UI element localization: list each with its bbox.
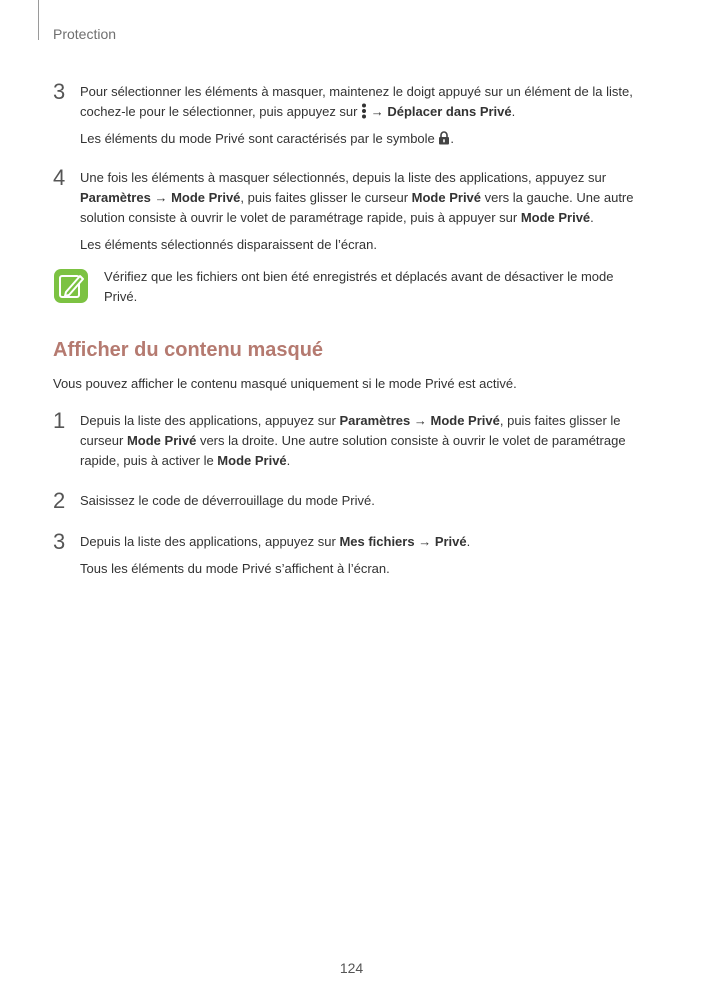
page-header: Protection [53, 26, 117, 42]
section-intro: Vous pouvez afficher le contenu masqué uniquement si le mode Privé est activé. [53, 376, 517, 391]
page-number: 124 [339, 960, 364, 976]
section-title: Afficher du contenu masqué [53, 339, 324, 361]
step-2-bottom [53, 488, 653, 513]
step-number: 3 [53, 529, 66, 554]
step-number: 1 [53, 408, 66, 433]
step-text: Depuis la liste des applications, appuyez sur Paramètres → Mode Privé, puis faites glisser le curseur Mode Privé vers la droite. Une autre solution consiste à ouvrir le volet de paramétrage rapide, puis à activer le Mode Privé. [80, 413, 626, 468]
step-3-bottom [53, 529, 653, 579]
step-text: Pour sélectionner les éléments à masquer, maintenez le doigt appuyé sur un élément de la liste, cochez-le pour le sélectionner, puis appuyez sur → Déplacer dans Privé. [80, 84, 633, 119]
step-3-top [53, 79, 653, 149]
step-subtext: Tous les éléments du mode Privé s’affichent à l’écran. [80, 561, 390, 576]
note-text: Vérifiez que les fichiers ont bien été enregistrés et déplacés avant de désactiver le mode Privé. [104, 269, 614, 304]
step-subtext: Les éléments du mode Privé sont caractérisés par le symbole . [80, 131, 455, 146]
note-pencil-icon [53, 268, 89, 304]
step-text: Saisissez le code de déverrouillage du mode Privé. [80, 493, 375, 508]
header-divider [38, 0, 39, 40]
step-number: 3 [53, 79, 66, 104]
step-4-top [53, 165, 653, 255]
step-1-bottom [53, 408, 653, 471]
step-number: 2 [53, 488, 66, 513]
step-text: Depuis la liste des applications, appuyez sur Mes fichiers → Privé. [80, 534, 471, 549]
step-text: Une fois les éléments à masquer sélectionnés, depuis la liste des applications, appuyez sur Paramètres → Mode Privé, puis faites glisser le curseur Mode Privé vers la gauche. Une autre solution consiste à ouvrir le volet de paramétrage rapide, puis à appuyer sur Mode Privé. [80, 170, 634, 225]
step-subtext: Les éléments sélectionnés disparaissent de l’écran. [80, 237, 378, 252]
step-number: 4 [53, 165, 66, 190]
lock-icon [438, 131, 450, 145]
